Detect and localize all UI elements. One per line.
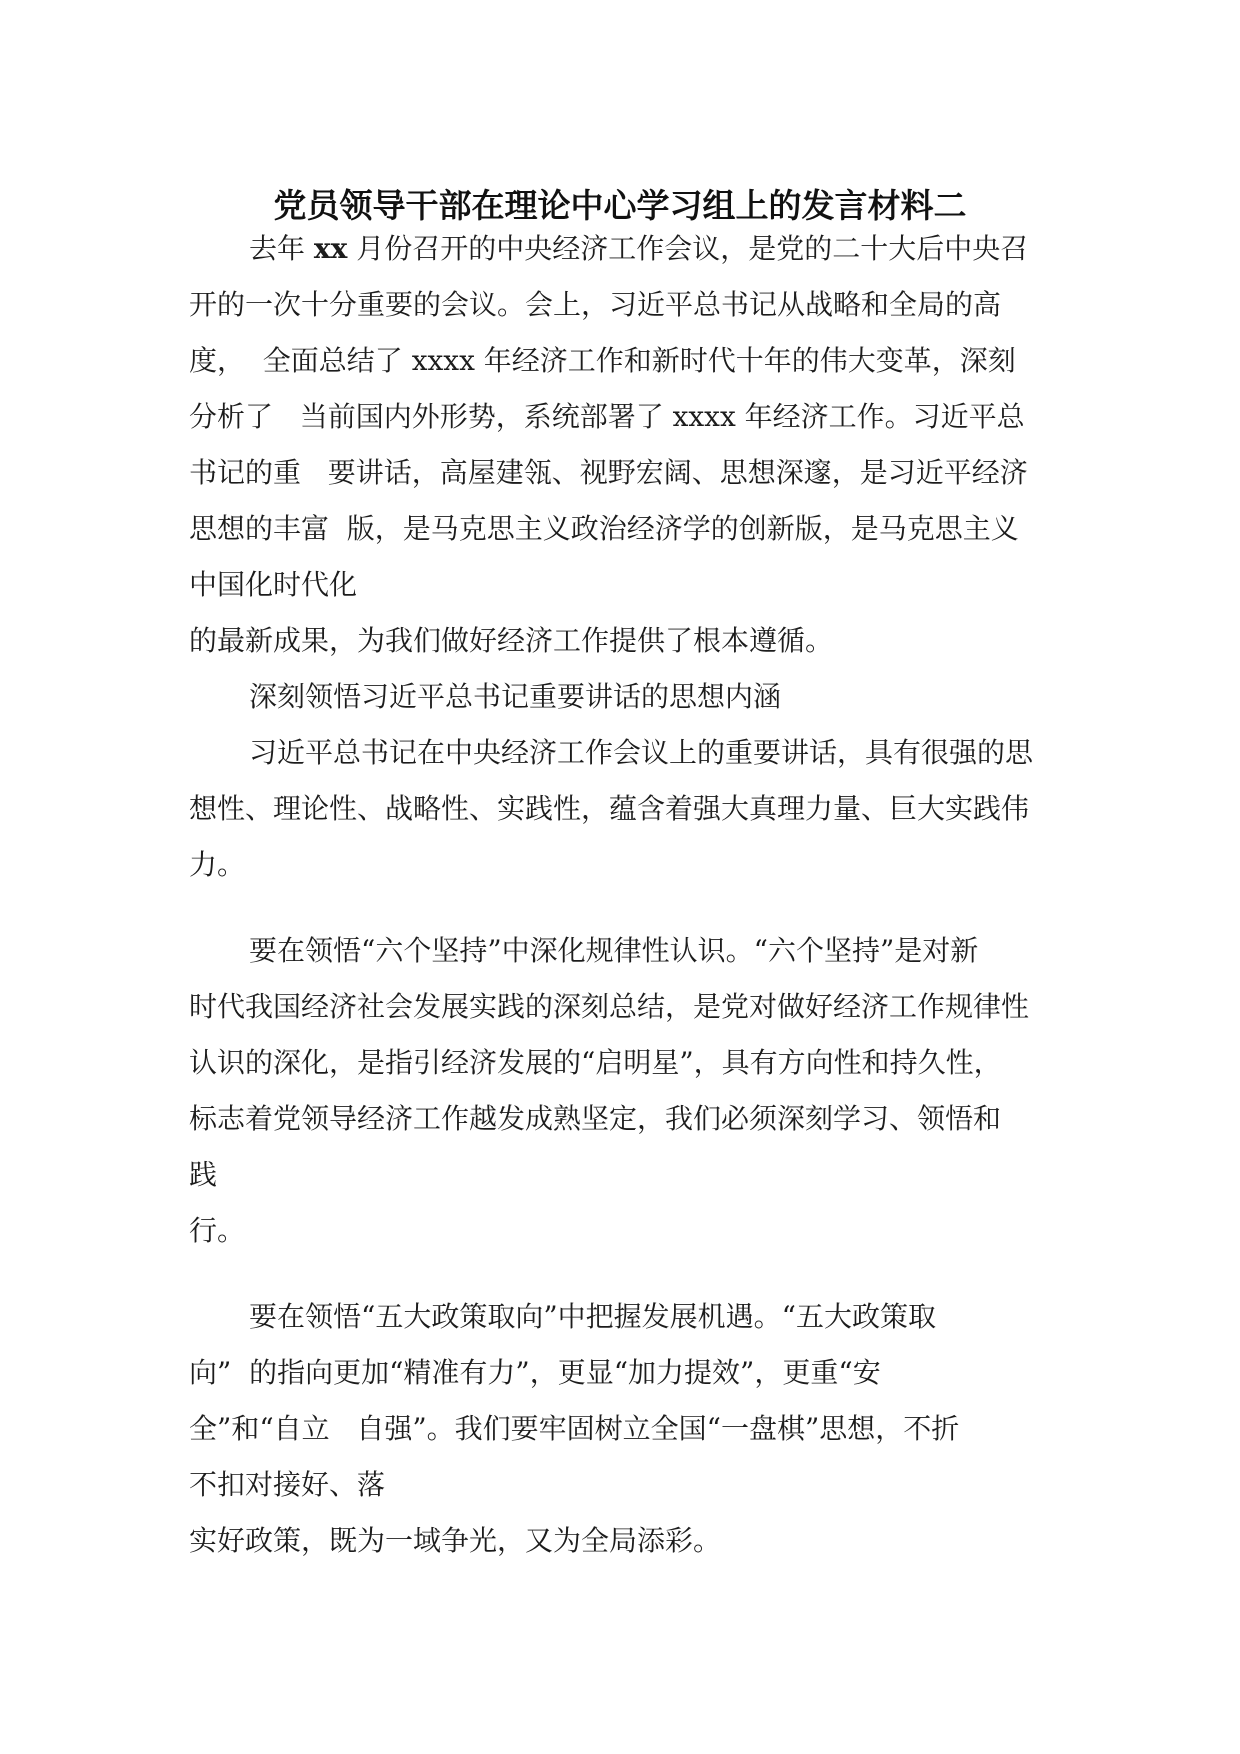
paragraph-1-bold-text: xx [313, 232, 348, 265]
paragraph-1-line-8: 的最新成果，为我们做好经济工作提供了根本遵循。 [189, 624, 834, 657]
paragraph-1-line-3: 度， 全面总结了 xxxx 年经济工作和新时代十年的伟大变革，深刻 [189, 344, 1016, 377]
paragraph-2-line-3: 力。 [189, 848, 246, 881]
paragraph-4-line-5: 实好政策，既为一域争光，又为全局添彩。 [189, 1524, 722, 1557]
paragraph-1-line-7: 中国化时代化 [189, 568, 358, 601]
document-title: 党员领导干部在理论中心学习组上的发言材料二 [273, 186, 967, 225]
paragraph-1-line-6: 思想的丰富 版，是马克思主义政治经济学的创新版，是马克思主义 [189, 512, 1019, 545]
paragraph-2-line-2: 想性、理论性、战略性、实践性，蕴含着强大真理力量、巨大实践伟 [189, 792, 1030, 825]
paragraph-3-line-6: 行。 [189, 1214, 246, 1247]
paragraph-3-line-1: 要在领悟“六个坚持”中深化规律性认识。“六个坚持”是对新 [249, 934, 979, 967]
paragraph-3-line-4: 标志着党领导经济工作越发成熟坚定，我们必须深刻学习、领悟和 [189, 1102, 1002, 1135]
paragraph-1-line-1 [249, 231, 1028, 267]
paragraph-1-text: 月份召开的中央经济工作会议，是党的二十大后中央召 [347, 232, 1029, 265]
paragraph-4-line-2: 向” 的指向更加“精准有力”，更显“加力提效”，更重“安 [189, 1356, 881, 1389]
paragraph-1-line-2: 开的一次十分重要的会议。会上，习近平总书记从战略和全局的高 [189, 288, 1002, 321]
paragraph-1-line-5: 书记的重 要讲话，高屋建瓴、视野宏阔、思想深邃，是习近平经济 [189, 456, 1028, 489]
paragraph-4-line-1: 要在领悟“五大政策取向”中把握发展机遇。“五大政策取 [249, 1300, 936, 1333]
paragraph-1-text: 去年 [249, 232, 314, 265]
paragraph-3-line-2: 时代我国经济社会发展实践的深刻总结，是党对做好经济工作规律性 [189, 990, 1030, 1023]
paragraph-2-line-1: 习近平总书记在中央经济工作会议上的重要讲话，具有很强的思 [249, 736, 1034, 769]
paragraph-3-line-3: 认识的深化，是指引经济发展的“启明星”，具有方向性和持久性， [189, 1046, 1002, 1079]
paragraph-4-line-4: 不扣对接好、落 [189, 1468, 386, 1501]
paragraph-4-line-3: 全”和“自立 自强”。我们要牢固树立全国“一盘棋”思想，不折 [189, 1412, 960, 1445]
section-heading: 深刻领悟习近平总书记重要讲话的思想内涵 [249, 680, 782, 713]
paragraph-3-line-5: 践 [189, 1158, 218, 1191]
paragraph-1-line-4: 分析了 当前国内外形势，系统部署了 xxxx 年经济工作。习近平总 [189, 400, 1025, 433]
